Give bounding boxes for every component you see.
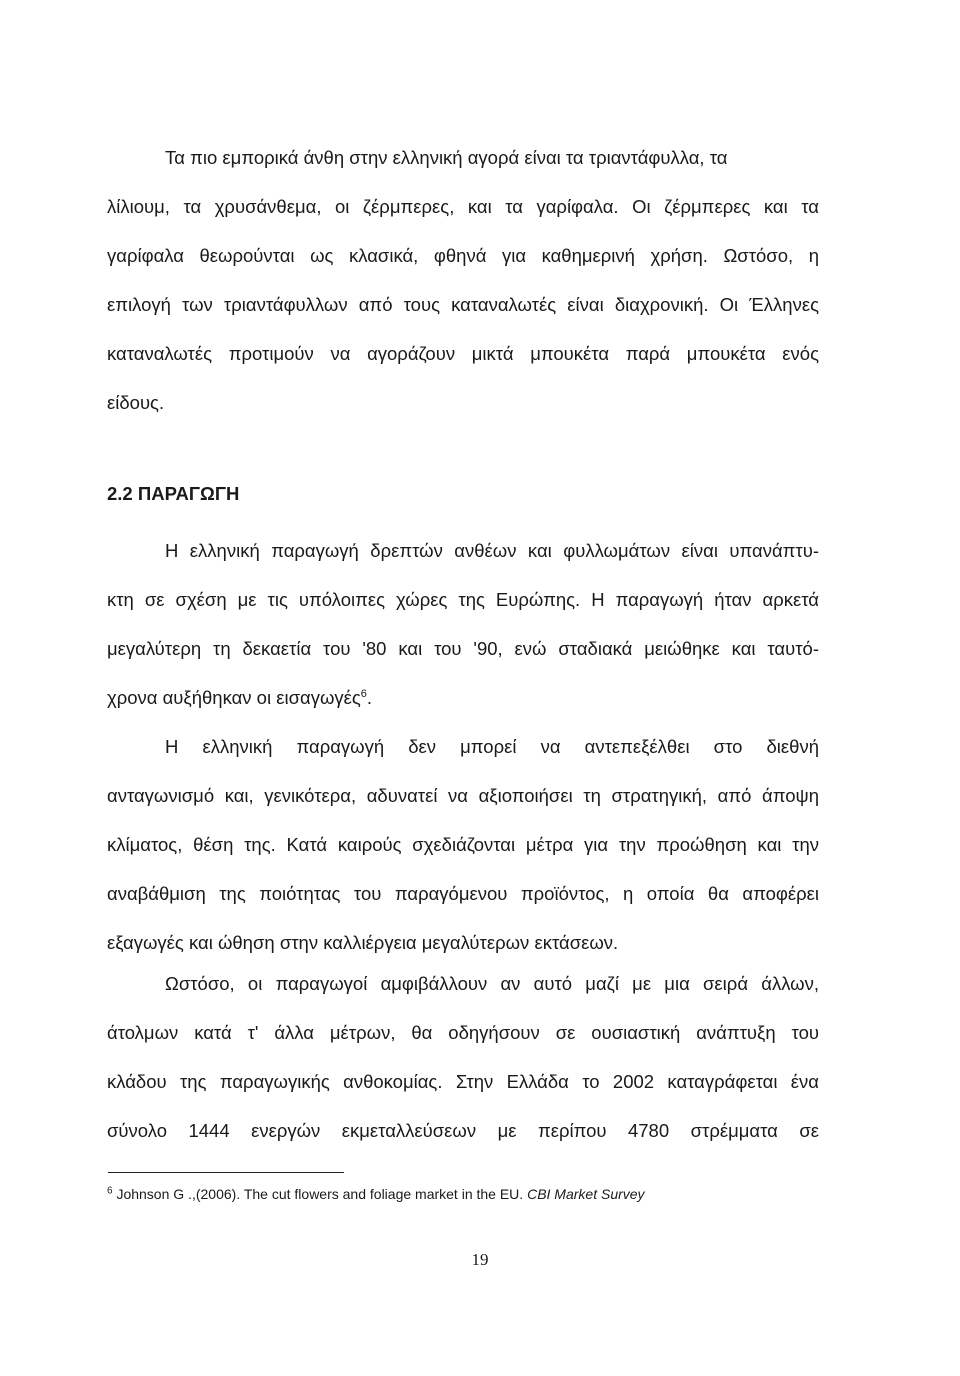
paragraph-line: μεγαλύτερη τη δεκαετία του '80 και του '90, ενώ σταδιακά μειώθηκε και ταυτό- — [107, 638, 819, 659]
paragraph-line: λίλιουμ, τα χρυσάνθεμα, οι ζέρμπερες, και τα γαρίφαλα. Οι ζέρμπερες και τα — [107, 196, 819, 217]
paragraph-line: Ωστόσο, οι παραγωγοί αμφιβάλλουν αν αυτό μαζί με μια σειρά άλλων, — [165, 973, 819, 994]
paragraph-line: κτη σε σχέση με τις υπόλοιπες χώρες της Ευρώπης. Η παραγωγή ήταν αρκετά — [107, 589, 819, 610]
paragraph-3 — [107, 722, 819, 967]
paragraph-line — [107, 673, 819, 722]
paragraph-line: Τα πιο εμπορικά άνθη στην ελληνική αγορά είναι τα τριαντάφυλλα, τα — [165, 147, 728, 168]
footnote — [107, 1183, 645, 1205]
section-heading: 2.2 ΠΑΡΑΓΩΓΗ — [107, 483, 240, 504]
paragraph-line: καταναλωτές προτιμούν να αγοράζουν μικτά μπουκέτα παρά μπουκέτα ενός — [107, 343, 819, 364]
paragraph-line: ανταγωνισμό και, γενικότερα, αδυνατεί να αξιοποιήσει τη στρατηγική, από άποψη — [107, 785, 819, 806]
paragraph-line: σύνολο 1444 ενεργών εκμεταλλεύσεων με περίπου 4780 στρέμματα σε — [107, 1120, 819, 1141]
paragraph-last-line-text: χρονα αυξήθηκαν οι εισαγωγές — [107, 687, 361, 708]
paragraph-4 — [107, 959, 819, 1155]
footnote-divider — [108, 1172, 344, 1173]
footnote-number: 6 — [107, 1185, 113, 1197]
footnote-reference[interactable]: 6 — [360, 687, 367, 700]
paragraph-line: κλάδου της παραγωγικής ανθοκομίας. Στην Ελλάδα το 2002 καταγράφεται ένα — [107, 1071, 819, 1092]
footnote-text: Johnson G .,(2006). The cut flowers and foliage market in the EU. — [112, 1186, 528, 1202]
paragraph-line: κλίματος, θέση της. Κατά καιρούς σχεδιάζονται μέτρα για την προώθηση και την — [107, 834, 819, 855]
paragraph-2 — [107, 526, 819, 722]
page-number: 19 — [471, 1250, 489, 1269]
paragraph-last-line-end: . — [366, 687, 373, 708]
paragraph-line: είδους. — [107, 392, 165, 413]
paragraph-line: γαρίφαλα θεωρούνται ως κλασικά, φθηνά για καθημερινή χρήση. Ωστόσο, η — [107, 245, 819, 266]
paragraph-line: Η ελληνική παραγωγή δρεπτών ανθέων και φυλλωμάτων είναι υπανάπτυ- — [165, 540, 819, 561]
paragraph-line: άτολμων κατά τ' άλλα μέτρων, θα οδηγήσουν σε ουσιαστική ανάπτυξη του — [107, 1022, 819, 1043]
footnote-source-title: CBI Market Survey — [527, 1186, 645, 1202]
paragraph-line: Η ελληνική παραγωγή δεν μπορεί να αντεπεξέλθει στο διεθνή — [165, 736, 819, 757]
paragraph-line: επιλογή των τριαντάφυλλων από τους καταναλωτές είναι διαχρονική. Οι Έλληνες — [107, 294, 819, 315]
paragraph-line: εξαγωγές και ώθηση στην καλλιέργεια μεγαλύτερων εκτάσεων. — [107, 932, 619, 953]
paragraph-line: αναβάθμιση της ποιότητας του παραγόμενου προϊόντος, η οποία θα αποφέρει — [107, 883, 819, 904]
paragraph-1 — [107, 133, 819, 427]
